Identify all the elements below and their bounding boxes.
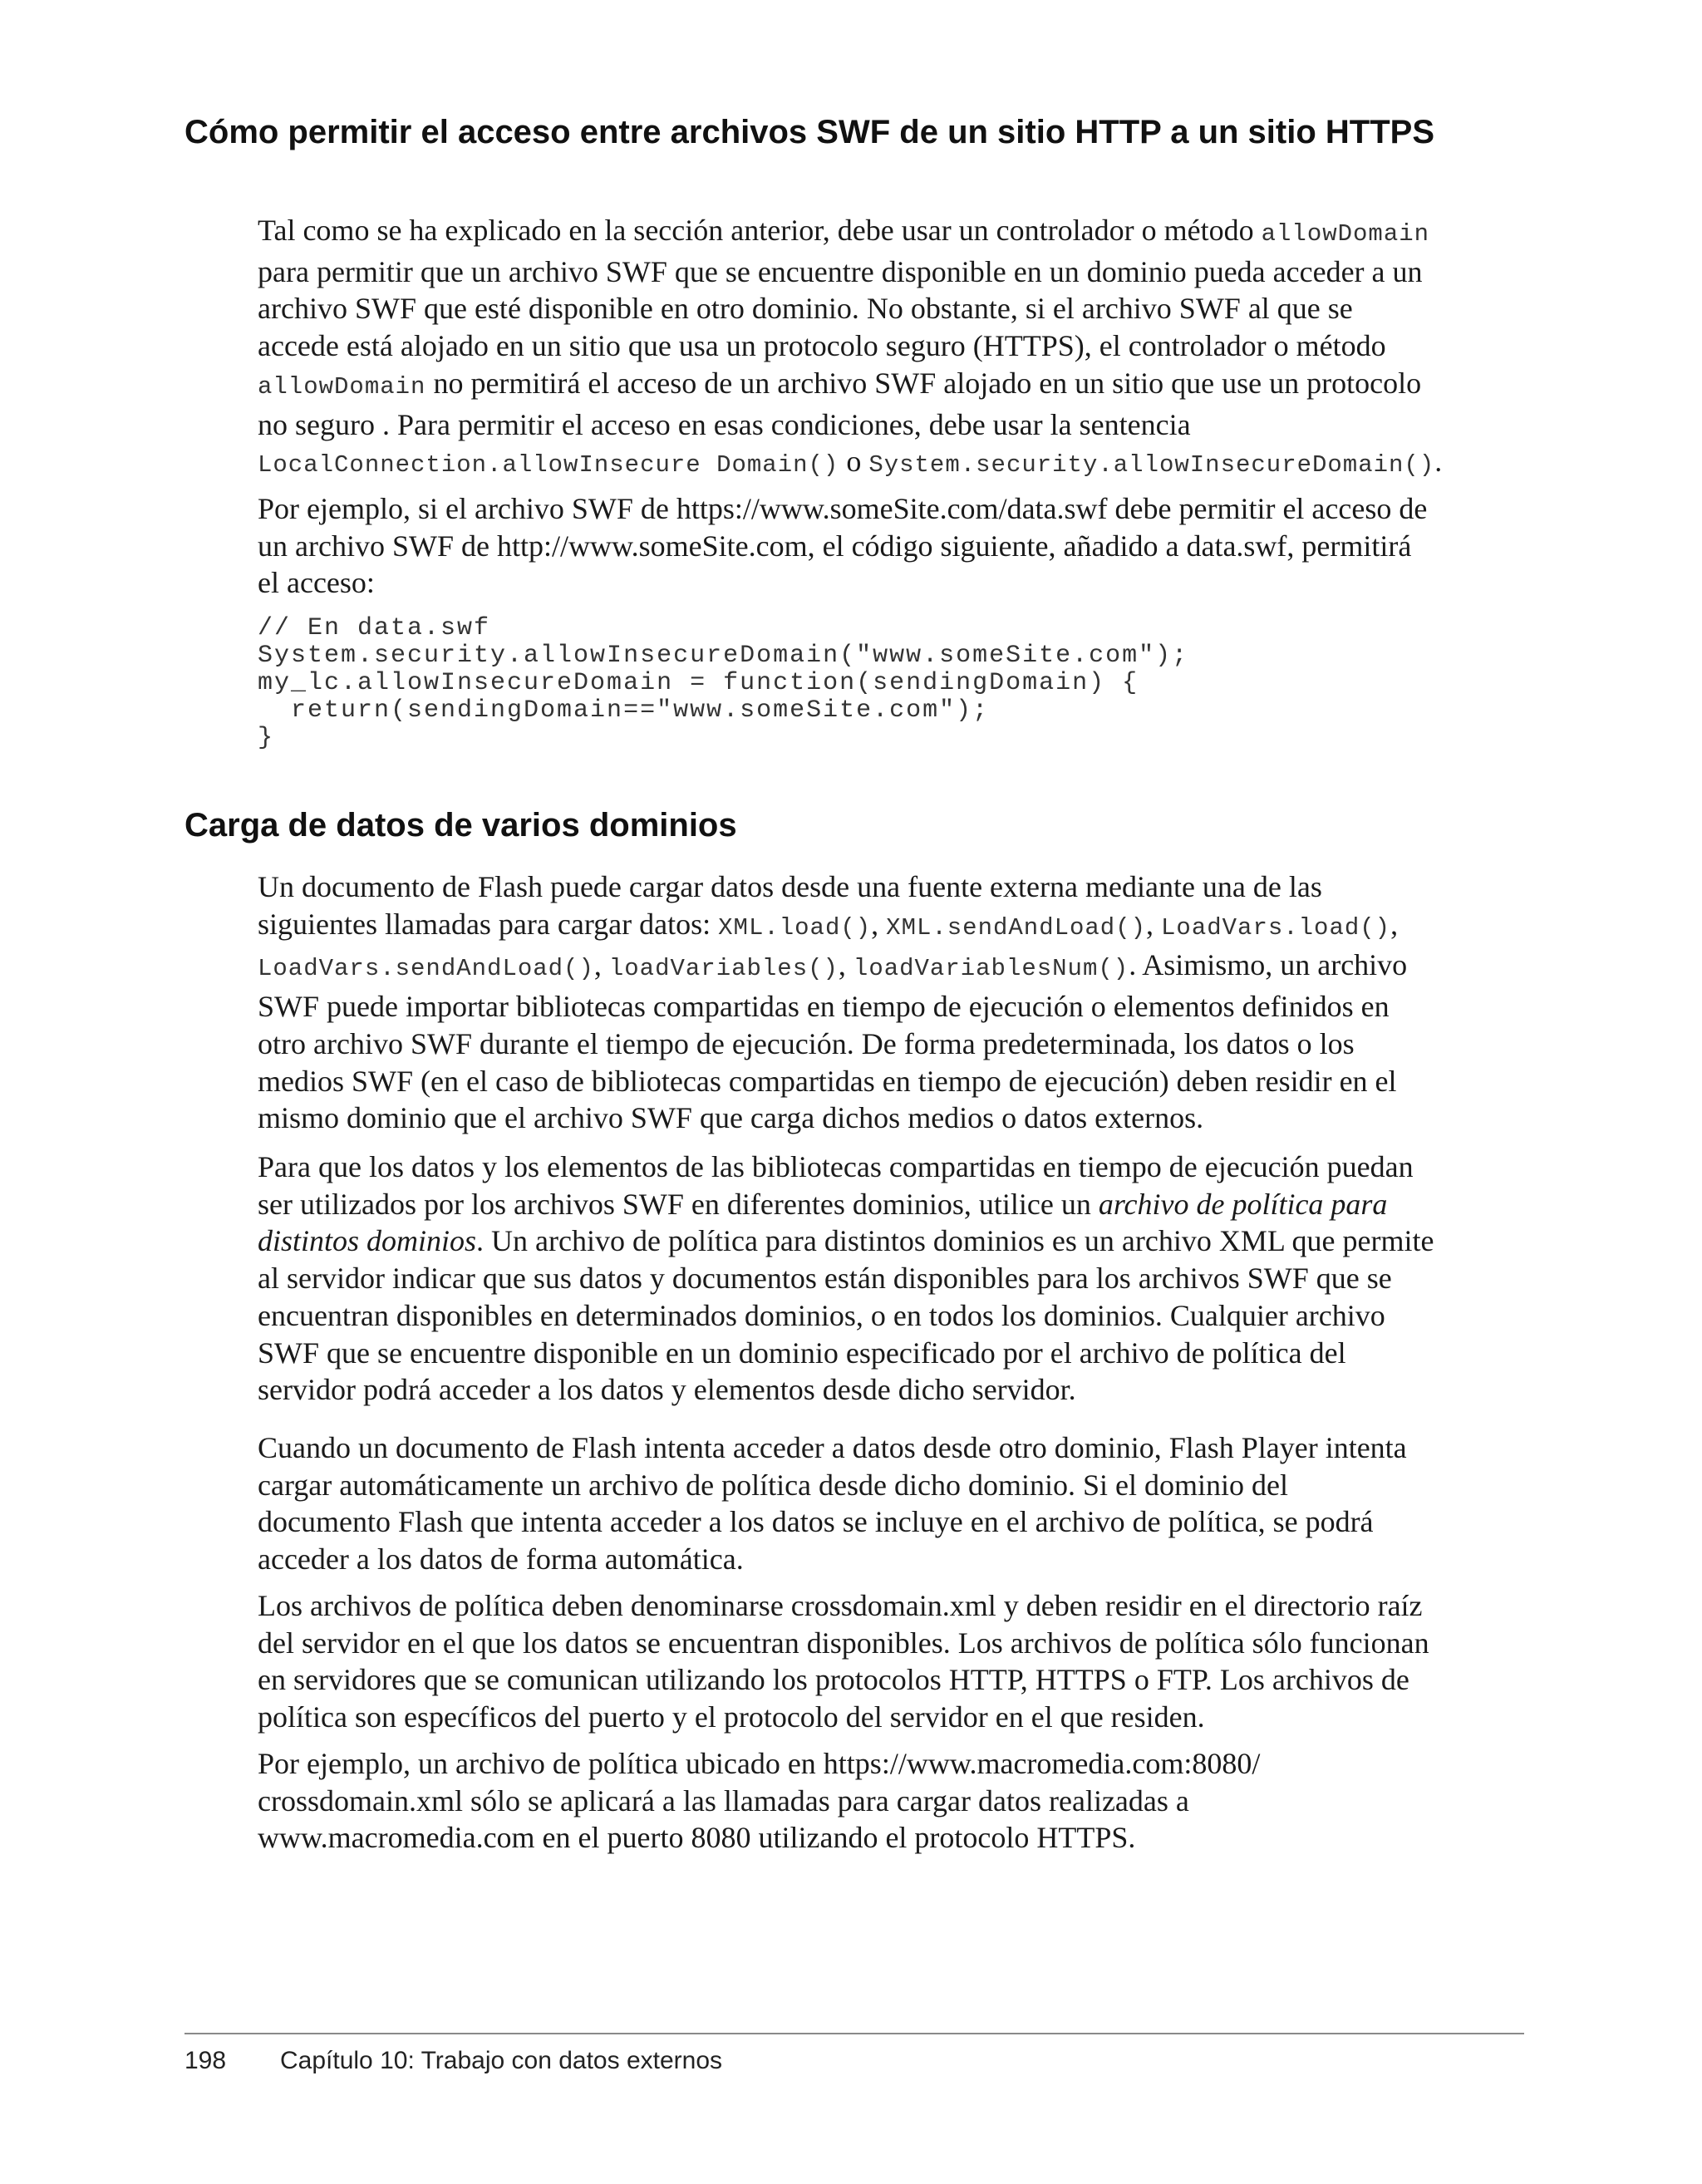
text: Por ejemplo, un archivo de política ubicado en https://www.macromedia.com:8080/	[258, 1747, 1261, 1780]
text: no permitirá el acceso de un archivo SWF alojado en un sitio que use un protocolo	[426, 366, 1422, 400]
paragraph-port-example	[258, 1745, 1521, 1857]
text: crossdomain.xml sólo se aplicará a las llamadas para cargar datos realizadas a	[258, 1783, 1189, 1818]
text: en servidores que se comunican utilizando los protocolos HTTP, HTTPS o FTP. Los archivos de	[258, 1663, 1409, 1697]
inline-code: allowDomain	[1261, 220, 1430, 248]
text: Por ejemplo, si el archivo SWF de https://www.someSite.com/data.swf debe permitir el acceso de	[258, 492, 1428, 525]
text: Cuando un documento de Flash intenta acceder a datos desde otro dominio, Flash Player intenta	[258, 1431, 1407, 1464]
text: no seguro . Para permitir el acceso en esas condiciones, debe usar la sentencia	[258, 407, 1191, 441]
inline-code: loadVariablesNum()	[853, 955, 1129, 983]
text: Tal como se ha explicado en la sección anterior, debe usar un controlador o método	[258, 214, 1262, 247]
text: ,	[1146, 907, 1162, 941]
section-heading-cross-domain-data: Carga de datos de varios dominios	[184, 807, 737, 844]
inline-code: LocalConnection.allowInsecure Domain()	[258, 451, 839, 480]
text: Los archivos de política deben denominarse crossdomain.xml y deben residir en el directorio raíz	[258, 1589, 1423, 1622]
text: ,	[838, 948, 853, 982]
text: ,	[1390, 907, 1399, 941]
text: al servidor indicar que sus datos y documentos están disponibles para los archivos SWF que se	[258, 1262, 1392, 1296]
paragraph-crossdomain-xml	[258, 1587, 1521, 1736]
text: SWF puede importar bibliotecas compartidas en tiempo de ejecución o elementos definidos en	[258, 990, 1390, 1024]
text: www.macromedia.com en el puerto 8080 utilizando el protocolo HTTPS.	[258, 1821, 1136, 1855]
paragraph-allowdomain	[258, 212, 1521, 485]
inline-code: System.security.allowInsecureDomain()	[868, 451, 1435, 480]
inline-code: XML.sendAndLoad()	[886, 913, 1147, 942]
footer-divider	[184, 2033, 1524, 2034]
section-heading-https-access: Cómo permitir el acceso entre archivos SWF de un sitio HTTP a un sitio HTTPS	[184, 114, 1435, 150]
code-block: // En data.swf System.security.allowInsecureDomain("www.someSite.com"); my_lc.allowInsecureDomain = function(sendingDomain) { return(sendingDomain=="www.someSite.com"); }	[258, 614, 1189, 752]
text: servidor podrá acceder a los datos y elementos desde dicho servidor.	[258, 1373, 1076, 1407]
paragraph-policy-file	[258, 1149, 1521, 1409]
inline-code: loadVariables()	[608, 955, 839, 983]
emphasis-term: distintos dominios	[258, 1224, 477, 1258]
text: ,	[593, 948, 609, 982]
text: archivo SWF que esté disponible en otro dominio. No obstante, si el archivo SWF al que se	[258, 292, 1353, 326]
text: del servidor en el que los datos se encuentran disponibles. Los archivos de política sólo funcionan	[258, 1626, 1429, 1660]
text: Un documento de Flash puede cargar datos desde una fuente externa mediante una de las	[258, 870, 1322, 903]
text: siguientes llamadas para cargar datos:	[258, 907, 719, 941]
inline-code: XML.load()	[718, 913, 872, 942]
text: encuentran disponibles en determinados dominios, o en todos los dominios. Cualquier archivo	[258, 1298, 1385, 1332]
emphasis-term: archivo de política para	[1098, 1187, 1388, 1221]
text: accede está alojado en un sitio que usa un protocolo seguro (HTTPS), el controlador o método	[258, 329, 1386, 363]
text: para permitir que un archivo SWF que se encuentre disponible en un dominio pueda acceder a un	[258, 254, 1423, 288]
text: un archivo SWF de http://www.someSite.com, el código siguiente, añadido a data.swf, permitirá	[258, 529, 1412, 563]
text: SWF que se encuentre disponible en un dominio especificado por el archivo de política del	[258, 1335, 1346, 1370]
text: mismo dominio que el archivo SWF que carga dichos medios o datos externos.	[258, 1101, 1204, 1135]
text: otro archivo SWF durante el tiempo de ejecución. De forma predeterminada, los datos o los	[258, 1026, 1355, 1060]
page-number: 198	[184, 2047, 227, 2074]
text: ser utilizados por los archivos SWF en diferentes dominios, utilice un	[258, 1187, 1099, 1221]
paragraph-example	[258, 490, 1521, 602]
inline-code: LoadVars.sendAndLoad()	[258, 955, 594, 983]
text: . Un archivo de política para distintos dominios es un archivo XML que permite	[476, 1224, 1434, 1258]
chapter-title: Capítulo 10: Trabajo con datos externos	[280, 2047, 723, 2074]
inline-code: allowDomain	[258, 372, 426, 401]
text: acceder a los datos de forma automática.	[258, 1542, 744, 1577]
text: Para que los datos y los elementos de las bibliotecas compartidas en tiempo de ejecución puedan	[258, 1150, 1414, 1183]
text: . Asimismo, un archivo	[1129, 948, 1408, 982]
text: cargar automáticamente un archivo de política desde dicho dominio. Si el dominio del	[258, 1468, 1288, 1502]
text: ,	[871, 907, 887, 941]
text: .	[1434, 445, 1443, 479]
text: medios SWF (en el caso de bibliotecas compartidas en tiempo de ejecución) deben residir en el	[258, 1064, 1397, 1098]
inline-code: LoadVars.load()	[1161, 913, 1391, 942]
text: o	[839, 445, 869, 479]
text: documento Flash que intenta acceder a los datos se incluye en el archivo de política, se podrá	[258, 1505, 1374, 1539]
paragraph-load-calls	[258, 868, 1521, 1137]
text: el acceso:	[258, 566, 375, 600]
text: política son específicos del puerto y el protocolo del servidor en el que residen.	[258, 1700, 1205, 1734]
paragraph-flash-player	[258, 1429, 1521, 1578]
